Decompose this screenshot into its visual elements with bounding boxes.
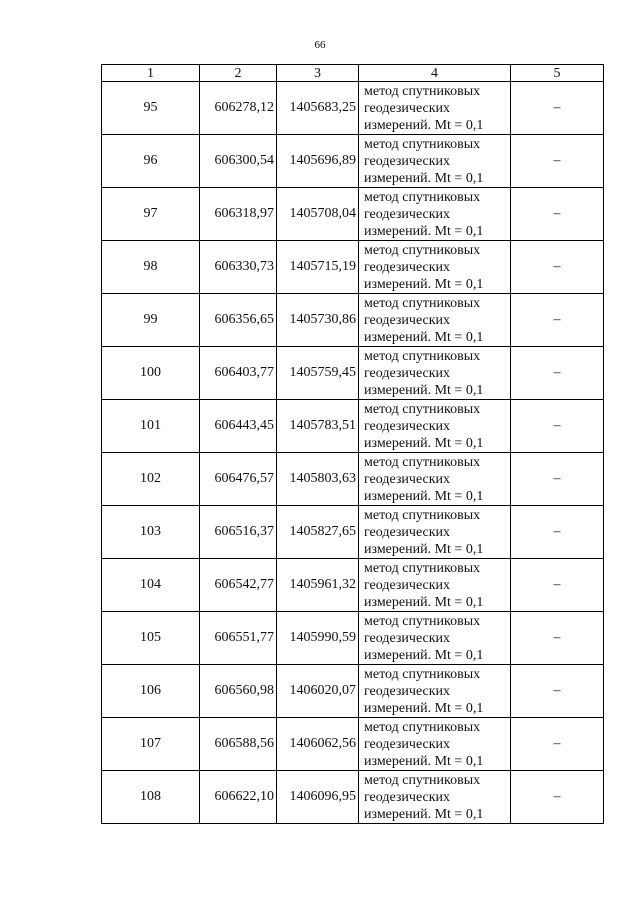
table-row bbox=[102, 559, 604, 612]
method-cell: метод спутниковых геодезических измерений. Mt = 0,1 bbox=[359, 135, 511, 188]
table-row bbox=[102, 347, 604, 400]
method-cell: метод спутниковых геодезических измерений. Mt = 0,1 bbox=[359, 188, 511, 241]
y-coordinate-cell: 1406020,07 bbox=[277, 665, 359, 718]
point-number-cell: 96 bbox=[102, 135, 200, 188]
point-number-cell: 102 bbox=[102, 453, 200, 506]
point-number-cell: 106 bbox=[102, 665, 200, 718]
table-row bbox=[102, 771, 604, 824]
x-coordinate-cell: 606516,37 bbox=[200, 506, 277, 559]
x-coordinate-cell: 606443,45 bbox=[200, 400, 277, 453]
x-coordinate-cell: 606551,77 bbox=[200, 612, 277, 665]
point-number-cell: 97 bbox=[102, 188, 200, 241]
method-cell: метод спутниковых геодезических измерений. Mt = 0,1 bbox=[359, 82, 511, 135]
note-cell: – bbox=[511, 559, 604, 612]
table-row bbox=[102, 135, 604, 188]
method-cell: метод спутниковых геодезических измерений. Mt = 0,1 bbox=[359, 347, 511, 400]
point-number-cell: 108 bbox=[102, 771, 200, 824]
y-coordinate-cell: 1405827,65 bbox=[277, 506, 359, 559]
point-number-cell: 101 bbox=[102, 400, 200, 453]
x-coordinate-cell: 606300,54 bbox=[200, 135, 277, 188]
note-cell: – bbox=[511, 294, 604, 347]
method-cell: метод спутниковых геодезических измерений. Mt = 0,1 bbox=[359, 241, 511, 294]
point-number-cell: 103 bbox=[102, 506, 200, 559]
y-coordinate-cell: 1406096,95 bbox=[277, 771, 359, 824]
column-header-3: 3 bbox=[277, 65, 359, 82]
method-cell: метод спутниковых геодезических измерений. Mt = 0,1 bbox=[359, 294, 511, 347]
note-cell: – bbox=[511, 347, 604, 400]
x-coordinate-cell: 606403,77 bbox=[200, 347, 277, 400]
note-cell: – bbox=[511, 400, 604, 453]
point-number-cell: 95 bbox=[102, 82, 200, 135]
method-cell: метод спутниковых геодезических измерений. Mt = 0,1 bbox=[359, 506, 511, 559]
note-cell: – bbox=[511, 188, 604, 241]
note-cell: – bbox=[511, 612, 604, 665]
page-number: 66 bbox=[314, 39, 326, 51]
table-row bbox=[102, 665, 604, 718]
table-row bbox=[102, 188, 604, 241]
table-body bbox=[102, 82, 604, 824]
y-coordinate-cell: 1405961,32 bbox=[277, 559, 359, 612]
point-number-cell: 104 bbox=[102, 559, 200, 612]
point-number-cell: 98 bbox=[102, 241, 200, 294]
column-header-4: 4 bbox=[359, 65, 511, 82]
x-coordinate-cell: 606588,56 bbox=[200, 718, 277, 771]
coordinates-table bbox=[101, 64, 604, 824]
column-header-1: 1 bbox=[102, 65, 200, 82]
y-coordinate-cell: 1405803,63 bbox=[277, 453, 359, 506]
x-coordinate-cell: 606622,10 bbox=[200, 771, 277, 824]
note-cell: – bbox=[511, 453, 604, 506]
x-coordinate-cell: 606476,57 bbox=[200, 453, 277, 506]
x-coordinate-cell: 606330,73 bbox=[200, 241, 277, 294]
method-cell: метод спутниковых геодезических измерений. Mt = 0,1 bbox=[359, 400, 511, 453]
column-header-2: 2 bbox=[200, 65, 277, 82]
table-row bbox=[102, 400, 604, 453]
point-number-cell: 100 bbox=[102, 347, 200, 400]
note-cell: – bbox=[511, 665, 604, 718]
y-coordinate-cell: 1406062,56 bbox=[277, 718, 359, 771]
y-coordinate-cell: 1405783,51 bbox=[277, 400, 359, 453]
table-row bbox=[102, 718, 604, 771]
table-row bbox=[102, 453, 604, 506]
y-coordinate-cell: 1405759,45 bbox=[277, 347, 359, 400]
x-coordinate-cell: 606356,65 bbox=[200, 294, 277, 347]
table-row bbox=[102, 506, 604, 559]
table-row bbox=[102, 294, 604, 347]
x-coordinate-cell: 606318,97 bbox=[200, 188, 277, 241]
method-cell: метод спутниковых геодезических измерений. Mt = 0,1 bbox=[359, 612, 511, 665]
note-cell: – bbox=[511, 771, 604, 824]
y-coordinate-cell: 1405683,25 bbox=[277, 82, 359, 135]
note-cell: – bbox=[511, 506, 604, 559]
method-cell: метод спутниковых геодезических измерений. Mt = 0,1 bbox=[359, 453, 511, 506]
y-coordinate-cell: 1405715,19 bbox=[277, 241, 359, 294]
table-row bbox=[102, 612, 604, 665]
method-cell: метод спутниковых геодезических измерений. Mt = 0,1 bbox=[359, 771, 511, 824]
point-number-cell: 105 bbox=[102, 612, 200, 665]
table-header bbox=[102, 65, 604, 82]
y-coordinate-cell: 1405696,89 bbox=[277, 135, 359, 188]
x-coordinate-cell: 606542,77 bbox=[200, 559, 277, 612]
note-cell: – bbox=[511, 82, 604, 135]
method-cell: метод спутниковых геодезических измерений. Mt = 0,1 bbox=[359, 559, 511, 612]
header-row bbox=[102, 65, 604, 82]
y-coordinate-cell: 1405708,04 bbox=[277, 188, 359, 241]
method-cell: метод спутниковых геодезических измерений. Mt = 0,1 bbox=[359, 665, 511, 718]
table-row bbox=[102, 82, 604, 135]
y-coordinate-cell: 1405990,59 bbox=[277, 612, 359, 665]
x-coordinate-cell: 606560,98 bbox=[200, 665, 277, 718]
point-number-cell: 107 bbox=[102, 718, 200, 771]
note-cell: – bbox=[511, 718, 604, 771]
table-row bbox=[102, 241, 604, 294]
y-coordinate-cell: 1405730,86 bbox=[277, 294, 359, 347]
x-coordinate-cell: 606278,12 bbox=[200, 82, 277, 135]
note-cell: – bbox=[511, 241, 604, 294]
point-number-cell: 99 bbox=[102, 294, 200, 347]
column-header-5: 5 bbox=[511, 65, 604, 82]
note-cell: – bbox=[511, 135, 604, 188]
method-cell: метод спутниковых геодезических измерений. Mt = 0,1 bbox=[359, 718, 511, 771]
